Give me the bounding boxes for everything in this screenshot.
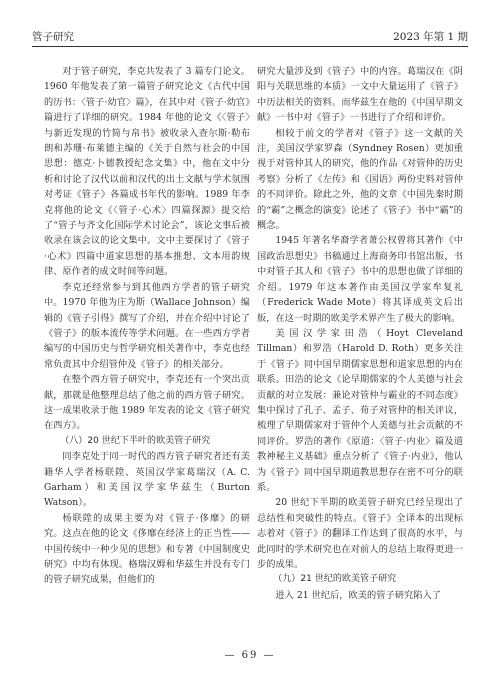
journal-name: 管子研究 (32, 31, 74, 43)
left-column (44, 64, 250, 588)
right-column (257, 64, 463, 603)
paragraph: 李克还经常参与到其他西方学者的管子研究中。1970 年他为庄为斯（Wallace Johnson）编辑的《管子引得》撰写了介绍，并在介绍中讨论了《管子》的版本流传等学术问题。在一些西方学者编写的中国历史与哲学研究相关著作中，李克也经常负责其中介绍管仲及《管子》的相关部分。 (44, 281, 250, 370)
paragraph: 对于管子研究，李克共发表了 3 篇专门论文。1960 年他发表了第一篇管子研究论文《古代中国的历书：〈管子·幼官〉篇》，在其中对《管子·幼官》篇进行了详细的研究。1984 年他的论文《〈管子〉与新近发现的竹简与帛书》被收录入查尔斯·勒布朗和苏珊·布莱德主编的《关于自然与社会的中国思想：德克·卜德教授纪念文集》中，他在文中分析和讨论了汉代以前和汉代的出土文献与学术氛围对考证《管子》各篇成书年代的影响。1989 年李克将他的论文《〈管子·心术〉四篇探源》提交给了“管子与齐文化国际学术讨论会”，该论文事后被收录在该会议的论文集中。文中主要探讨了《管子·心术》四篇中道家思想的基本推想、文本用韵规律、原作者的成文时间等问题。 (44, 66, 250, 278)
paragraph: 进入 21 世纪后，欧美的管子研究陷入了 (275, 589, 441, 601)
section-heading: （九）21 世纪的欧美管子研究 (273, 574, 397, 585)
paragraph: 20 世纪下半期的欧美管子研究已经呈现出了总结性和突破性的特点。《管子》全译本的出现标志着对《管子》的翻译工作达到了很高的水平，与此同时的学术研究也在对前人的总结上取得更进一步的成果。 (257, 497, 463, 570)
paragraph: 在整个西方管子研究中，李克还有一个突出贡献，那就是他整理总结了他之前的西方管子研究。这一成果收录于他 1989 年发表的论文《管子研究在西方》。 (44, 374, 250, 432)
paragraph: 同李克处于同一时代的西方管子研究者还有美籍华人学者杨联陞、英国汉学家葛瑞汉（A. C. Garham）和美国汉学家华兹生（Burton Watson）。 (44, 451, 250, 509)
paragraph: 杨联陞的成果主要为对《管子·侈靡》的研究。这点在他的论文《侈靡在经济上的正当性——中国传统中一种少见的思想》和专著《中国制度史研究》中均有体现。格瑞汉姆和华兹生并没有专门的管子研究成果，但他们的 (44, 512, 250, 586)
paragraph: 美国汉学家田浩（Hoyt Cleveland Tillman）和罗浩（Harold D. Roth）更多关注于《管子》同中国早期儒家思想和道家思想的内在联系。田浩的论文《论早期儒家的个人美德与社会贡献的对立发展：兼论对管仲与霸业的不同态度》集中探讨了孔子、孟子、荀子对管仲的相关评议，梳理了早期儒家对于管仲个人美德与社会贡献的不同评价。罗浩的著作《原道：〈管子·内业〉篇及道教神秘主义基础》重点分析了《管子·内业》，他认为《管子》同中国早期道教思想存在密不可分的联系。 (257, 327, 463, 493)
paragraph: 相较于前文的学者对《管子》这一文献的关注，美国汉学家罗森（Syndney Rosen）更加重视于对管仲其人的研究，他的作品《对管仲的历史考察》分析了《左传》和《国语》两份史料对管仲的不同评价。除此之外，他的文章《中国先秦时期的“霸”之概念的演变》论述了《管子》书中“霸”的概念。 (257, 127, 463, 232)
paragraph: 研究大量涉及到《管子》中的内容。葛瑞汉在《阴阳与关联思维的本质》一文中大量运用了《管子》中历法相关的资料。而华兹生在他的《中国早期文献》一书中对《管子》一书进行了介绍和评价。 (257, 66, 463, 124)
issue-label: 2023 年第 1 期 (393, 31, 468, 43)
page-number: — 69 — (224, 650, 276, 661)
paragraph: 1945 年著名华裔学者萧公权曾将其著作《中国政治思想史》书稿通过上海商务印书馆出版，书中对管子其人和《管子》书中的思想也做了详细的介绍。1979 年这本著作由美国汉学家牟复礼（Frederick Wade Mote）将其译成英文后出版，在这一时期的欧美学术界产生了极大的影响。 (257, 235, 463, 324)
section-heading: （八）20 世纪下半叶的欧美管子研究 (60, 435, 211, 446)
running-header (32, 26, 468, 44)
header-rule (32, 46, 468, 47)
